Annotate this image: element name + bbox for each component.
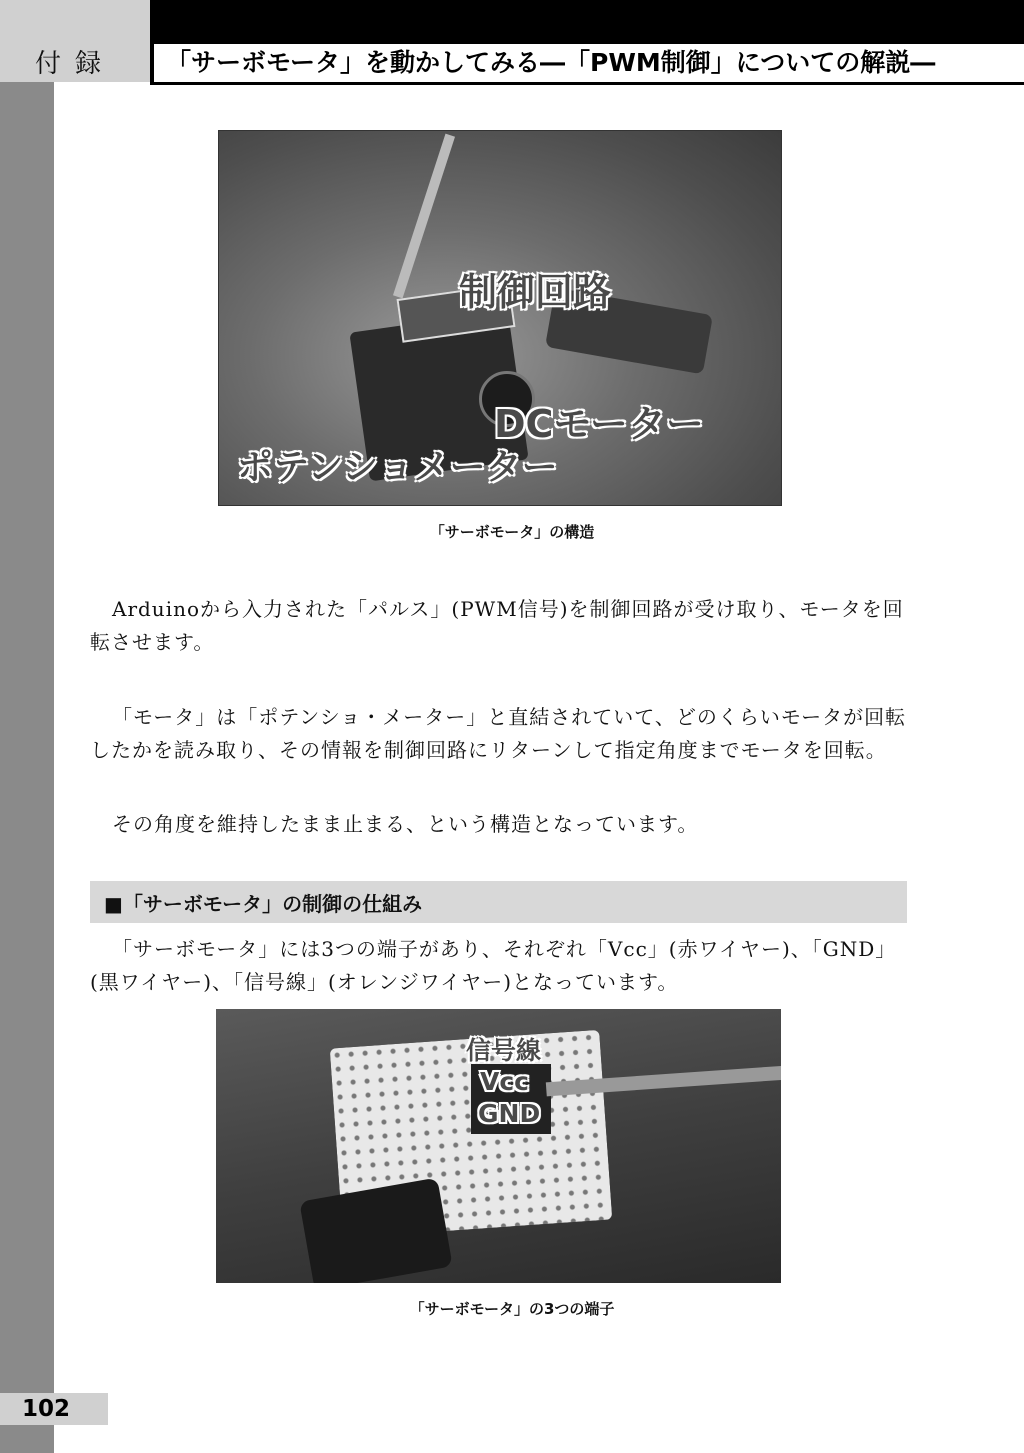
label-potentiometer: ポテンショメーター xyxy=(237,447,558,488)
paragraph-4: 「サーボモータ」には3つの端子があり、それぞれ「Vcc」(赤ワイヤー)、「GND」(黒ワイヤー)、「信号線」(オレンジワイヤー)となっています。 xyxy=(90,937,897,994)
servo-terminals-photo xyxy=(216,1009,781,1283)
paragraph-2: 「モータ」は「ポテンショ・メーター」と直結されていて、どのくらいモータが回転したかを読み取り、その情報を制御回路にリターンして指定角度までモータを回転。 xyxy=(90,705,907,762)
header-rule xyxy=(150,82,1024,85)
label-dc-motor: DCモーター xyxy=(494,402,704,446)
page-title: 「サーボモータ」を動かしてみる―「PWM制御」についての解説― xyxy=(166,48,936,77)
paragraph-3: その角度を維持したまま止まる、という構造となっています。 xyxy=(112,812,699,836)
servo-shape xyxy=(299,1178,453,1283)
side-bar xyxy=(0,0,54,1453)
section-heading: ■「サーボモータ」の制御の仕組み xyxy=(104,891,423,916)
label-control-circuit: 制御回路 xyxy=(459,270,612,314)
figure2-caption: 「サーボモータ」の3つの端子 xyxy=(409,1300,615,1318)
section-heading-bar xyxy=(90,881,907,923)
label-gnd: GND xyxy=(478,1099,541,1128)
servo-structure-photo xyxy=(218,130,782,506)
paragraph-1: Arduinoから入力された「パルス」(PWM信号)を制御回路が受け取り、モータを回転させます。 xyxy=(90,597,904,654)
header-band xyxy=(150,0,1024,44)
label-vcc: Vcc xyxy=(480,1067,529,1096)
chapter-tab-label: 付録 xyxy=(34,48,115,79)
wire-shape xyxy=(393,134,455,299)
label-signal-wire: 信号線 xyxy=(466,1036,542,1065)
figure1-caption: 「サーボモータ」の構造 xyxy=(429,523,595,541)
header-divider xyxy=(150,44,154,84)
page-number: 102 xyxy=(0,1393,108,1425)
